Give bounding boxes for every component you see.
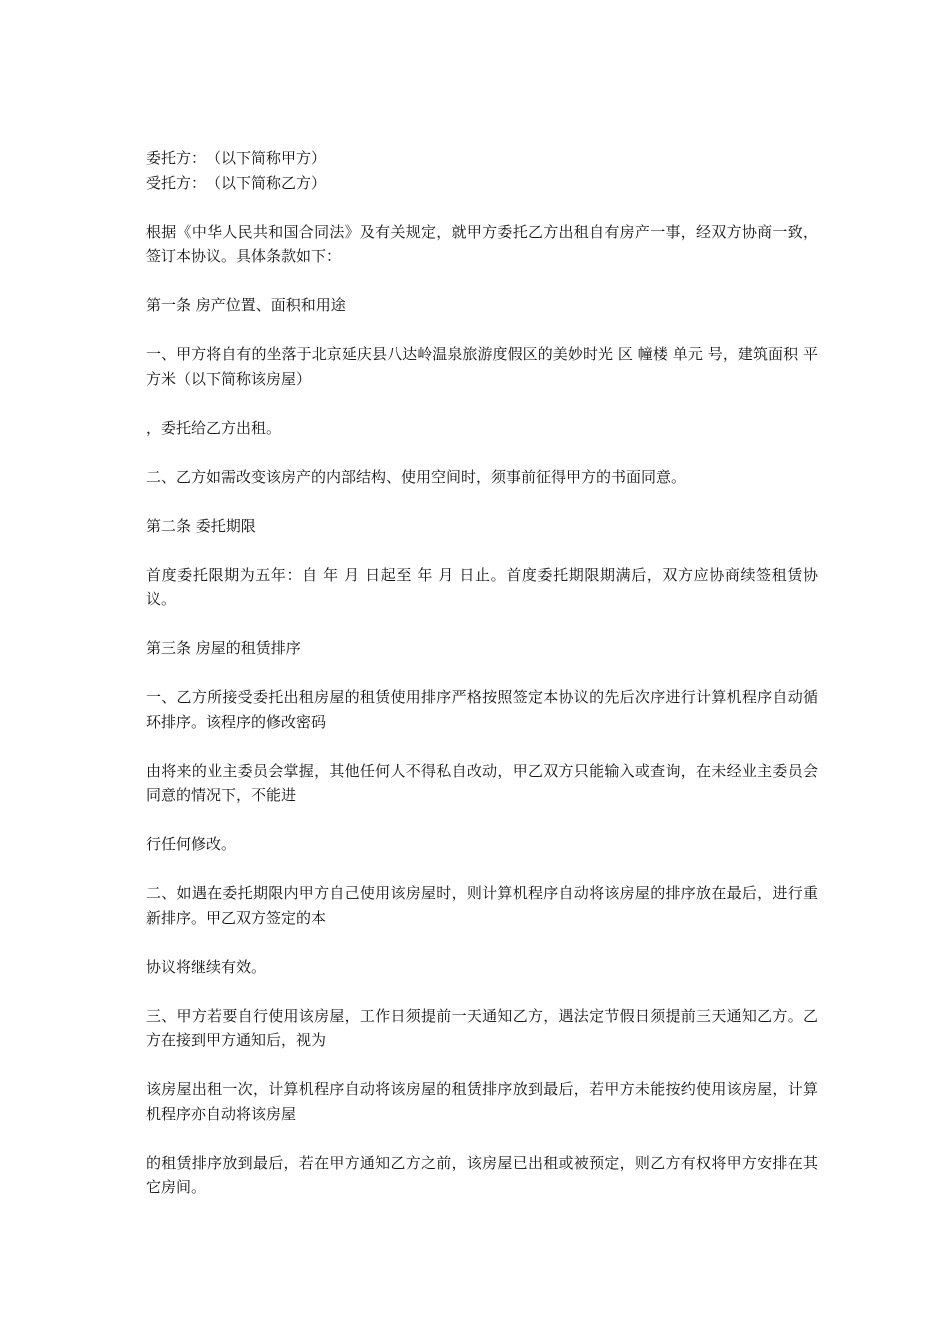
article-1-clause-2: 二、乙方如需改变该房产的内部结构、使用空间时，须事前征得甲方的书面同意。 (146, 467, 687, 486)
article-3-clause-2-end: 协议将继续有效。 (146, 957, 267, 976)
article-3-clause-3-cont: 该房屋出租一次，计算机程序自动将该房屋的租赁排序放到最后，若甲方未能按约使用该房屋，计算机程序亦自动将该房屋 (146, 1080, 818, 1123)
article-3-heading: 第三条 房屋的租赁排序 (146, 639, 301, 657)
article-3-clause-1-cont: 由将来的业主委员会掌握，其他任何人不得私自改动，甲乙双方只能输入或查询，在未经业主委员会同意的情况下，不能进 (146, 761, 818, 804)
party-a-line: 委托方： （以下简称甲方） (146, 149, 327, 167)
article-1-heading: 第一条 房产位置、面积和用途 (146, 296, 346, 314)
preamble-paragraph: 根据《中华人民共和国合同法》及有关规定，就甲方委托乙方出租自有房产一事，经双方协商一致，签订本协议。具体条款如下： (146, 222, 818, 265)
article-3-clause-3-end: 的租赁排序放到最后，若在甲方通知乙方之前，该房屋已出租或被预定，则乙方有权将甲方安排在其它房间。 (146, 1153, 818, 1196)
article-3-clause-3: 三、甲方若要自行使用该房屋，工作日须提前一天通知乙方，遇法定节假日须提前三天通知乙方。乙方在接到甲方通知后，视为 (146, 1006, 818, 1049)
article-3-clause-1-end: 行任何修改。 (146, 835, 237, 853)
article-2-heading: 第二条 委托期限 (146, 516, 256, 535)
document-body (146, 146, 818, 1224)
article-1-clause-1: 一、甲方将自有的坐落于北京延庆县八达岭温泉旅游度假区的美妙时光 区 幢楼 单元 号，建筑面积 平方米（以下简称该房屋） (146, 345, 818, 388)
party-b-line: 受托方： （以下简称乙方） (146, 173, 327, 192)
article-3-clause-1: 一、乙方所接受委托出租房屋的租赁使用排序严格按照签定本协议的先后次序进行计算机程序自动循环排序。该程序的修改密码 (146, 688, 818, 731)
article-2-term: 首度委托限期为五年：自 年 月 日起至 年 月 日止。首度委托期限期满后，双方应协商续签租赁协议。 (146, 565, 818, 608)
article-3-clause-2: 二、如遇在委托期限内甲方自己使用该房屋时，则计算机程序自动将该房屋的排序放在最后，进行重新排序。甲乙双方签定的本 (146, 884, 818, 927)
article-1-clause-1-cont: ，委托给乙方出租。 (146, 418, 282, 437)
